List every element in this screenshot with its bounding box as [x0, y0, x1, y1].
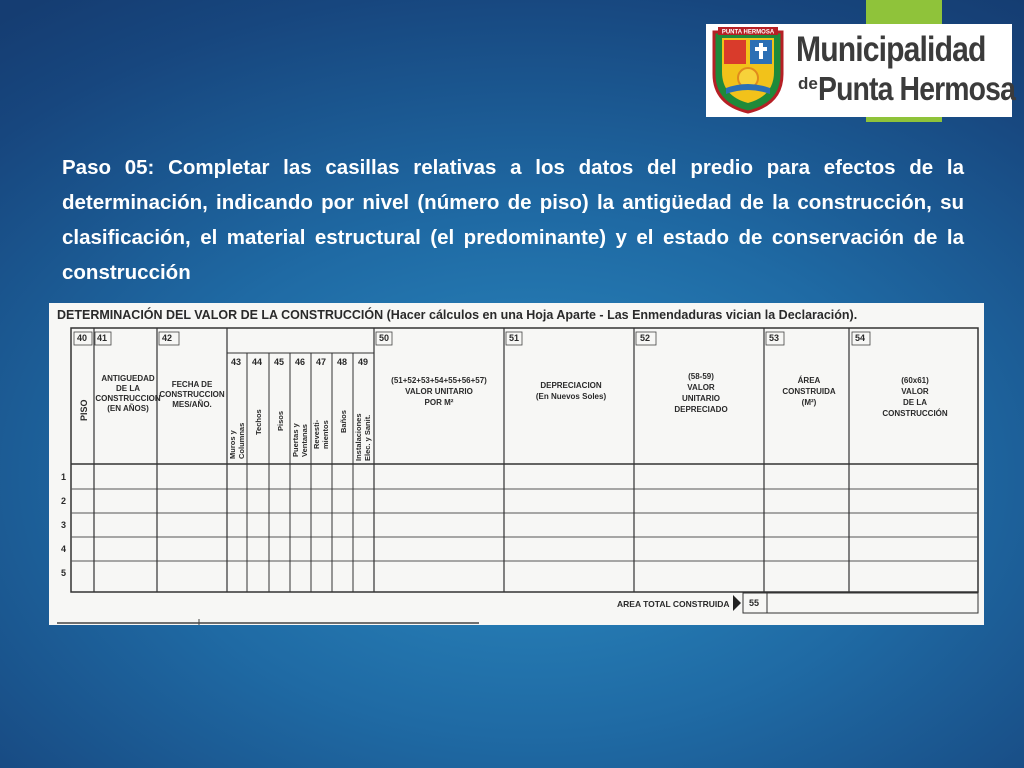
header-depreciacion	[536, 381, 607, 401]
column-numbers	[77, 333, 865, 367]
footer-box-number: 55	[749, 598, 760, 608]
header-revestimientos-line-2: mientos	[321, 420, 330, 449]
col-number-48: 48	[337, 357, 348, 367]
header-techos: Techos	[254, 409, 263, 435]
row-number-2: 2	[61, 496, 67, 506]
header-area	[782, 376, 836, 407]
header-valor-depreciado-line-4: DEPRECIADO	[674, 405, 728, 414]
header-valor-construccion-line-2: VALOR	[901, 387, 929, 396]
header-pisos: Pisos	[276, 410, 285, 431]
header-valor-construccion-line-4: CONSTRUCCIÓN	[882, 409, 948, 418]
col-number-45: 45	[274, 357, 285, 367]
header-puertas-line-2: Ventanas	[300, 424, 309, 457]
header-antiguedad-line-4: (EN AÑOS)	[107, 404, 149, 413]
header-valor-construccion-line-3: DE LA	[903, 398, 927, 407]
step-instructions-paragraph: Paso 05: Completar las casillas relativas a los datos del predio para efectos de la determinación, indicando por nivel (número de piso) la antigüedad de la construcción, su clasificación, el material estructural (el predominante) y el estado de conservación de la construcción	[62, 156, 964, 284]
construction-value-form-image	[49, 303, 984, 625]
header-valor-unitario-line-1: (51+52+53+54+55+56+57)	[391, 376, 487, 385]
col-number-40: 40	[77, 333, 88, 343]
header-muros-line-1: Muros y	[228, 430, 237, 459]
row-number-3: 3	[61, 520, 67, 530]
footer-arrow-icon	[733, 595, 741, 611]
col-number-43: 43	[231, 357, 242, 367]
header-area-line-1: ÁREA	[797, 376, 821, 385]
col-number-41: 41	[97, 333, 108, 343]
header-valor-depreciado-line-1: (58-59)	[688, 372, 714, 381]
header-antiguedad-line-3: CONSTRUCCION	[95, 394, 161, 403]
header-antiguedad-line-1: ANTIGUEDAD	[101, 374, 155, 383]
logo-place-name	[798, 70, 1024, 108]
header-valor-unitario	[391, 376, 487, 407]
header-instalaciones-line-2: Elec. y Sanit.	[363, 414, 372, 461]
col-number-47: 47	[316, 357, 327, 367]
header-fecha-line-2: CONSTRUCCION	[159, 390, 225, 399]
form-table	[49, 303, 984, 625]
municipality-logo	[706, 24, 1015, 117]
row-number-5: 5	[61, 568, 67, 578]
row-number-4: 4	[61, 544, 67, 554]
header-valor-unitario-line-2: VALOR UNITARIO	[405, 387, 473, 396]
col-number-46: 46	[295, 357, 306, 367]
col-number-51: 51	[509, 333, 520, 343]
row-number-1: 1	[61, 472, 67, 482]
header-antiguedad	[95, 374, 161, 413]
table-frame	[71, 328, 978, 592]
col-number-50: 50	[379, 333, 390, 343]
header-valor-depreciado	[674, 372, 727, 414]
header-banos: Baños	[339, 410, 348, 433]
municipality-crest-icon	[708, 26, 788, 115]
form-title: DETERMINACIÓN DEL VALOR DE LA CONSTRUCCIÓN (Hacer cálculos en una Hoja Aparte - Las Enmendaduras vician la Declaración).	[57, 308, 858, 322]
col-number-49: 49	[358, 357, 369, 367]
header-fecha	[159, 380, 225, 409]
header-piso: PISO	[79, 399, 89, 421]
header-fecha-line-1: FECHA DE	[171, 380, 213, 389]
logo-punta-hermosa-text: Punta Hermosa	[817, 70, 1015, 107]
header-area-line-3: (M²)	[801, 398, 817, 407]
col-number-53: 53	[769, 333, 780, 343]
logo-municipalidad-text: Municipalidad	[796, 30, 986, 69]
col-number-52: 52	[640, 333, 651, 343]
header-valor-depreciado-line-3: UNITARIO	[681, 394, 721, 403]
row-numbers	[61, 472, 66, 578]
header-puertas-line-1: Puertas y	[291, 423, 300, 457]
crest-banner-text: PUNTA HERMOSA	[721, 29, 775, 36]
header-revestimientos-line-1: Revesti-	[312, 419, 321, 449]
header-valor-unitario-line-3: POR M²	[424, 398, 454, 407]
header-depreciacion-line-1: DEPRECIACION	[540, 381, 602, 390]
header-valor-depreciado-line-2: VALOR	[687, 383, 715, 392]
footer-area-total-field	[767, 593, 978, 613]
header-valor-construccion-line-1: (60x61)	[901, 376, 929, 385]
col-number-54: 54	[855, 333, 866, 343]
footer-area-total-label: AREA TOTAL CONSTRUIDA	[617, 599, 730, 609]
header-depreciacion-line-2: (En Nuevos Soles)	[535, 392, 607, 401]
header-fecha-line-3: MES/AÑO.	[172, 400, 212, 409]
col-number-42: 42	[162, 333, 173, 343]
col-number-44: 44	[252, 357, 263, 367]
header-area-line-2: CONSTRUIDA	[782, 387, 836, 396]
header-instalaciones-line-1: Instalaciones	[354, 413, 363, 461]
header-muros-line-2: Columnas	[237, 422, 246, 459]
header-valor-construccion	[882, 376, 948, 418]
logo-de-text: de	[798, 74, 818, 93]
header-antiguedad-line-2: DE LA	[116, 384, 140, 393]
material-headers	[228, 409, 372, 461]
